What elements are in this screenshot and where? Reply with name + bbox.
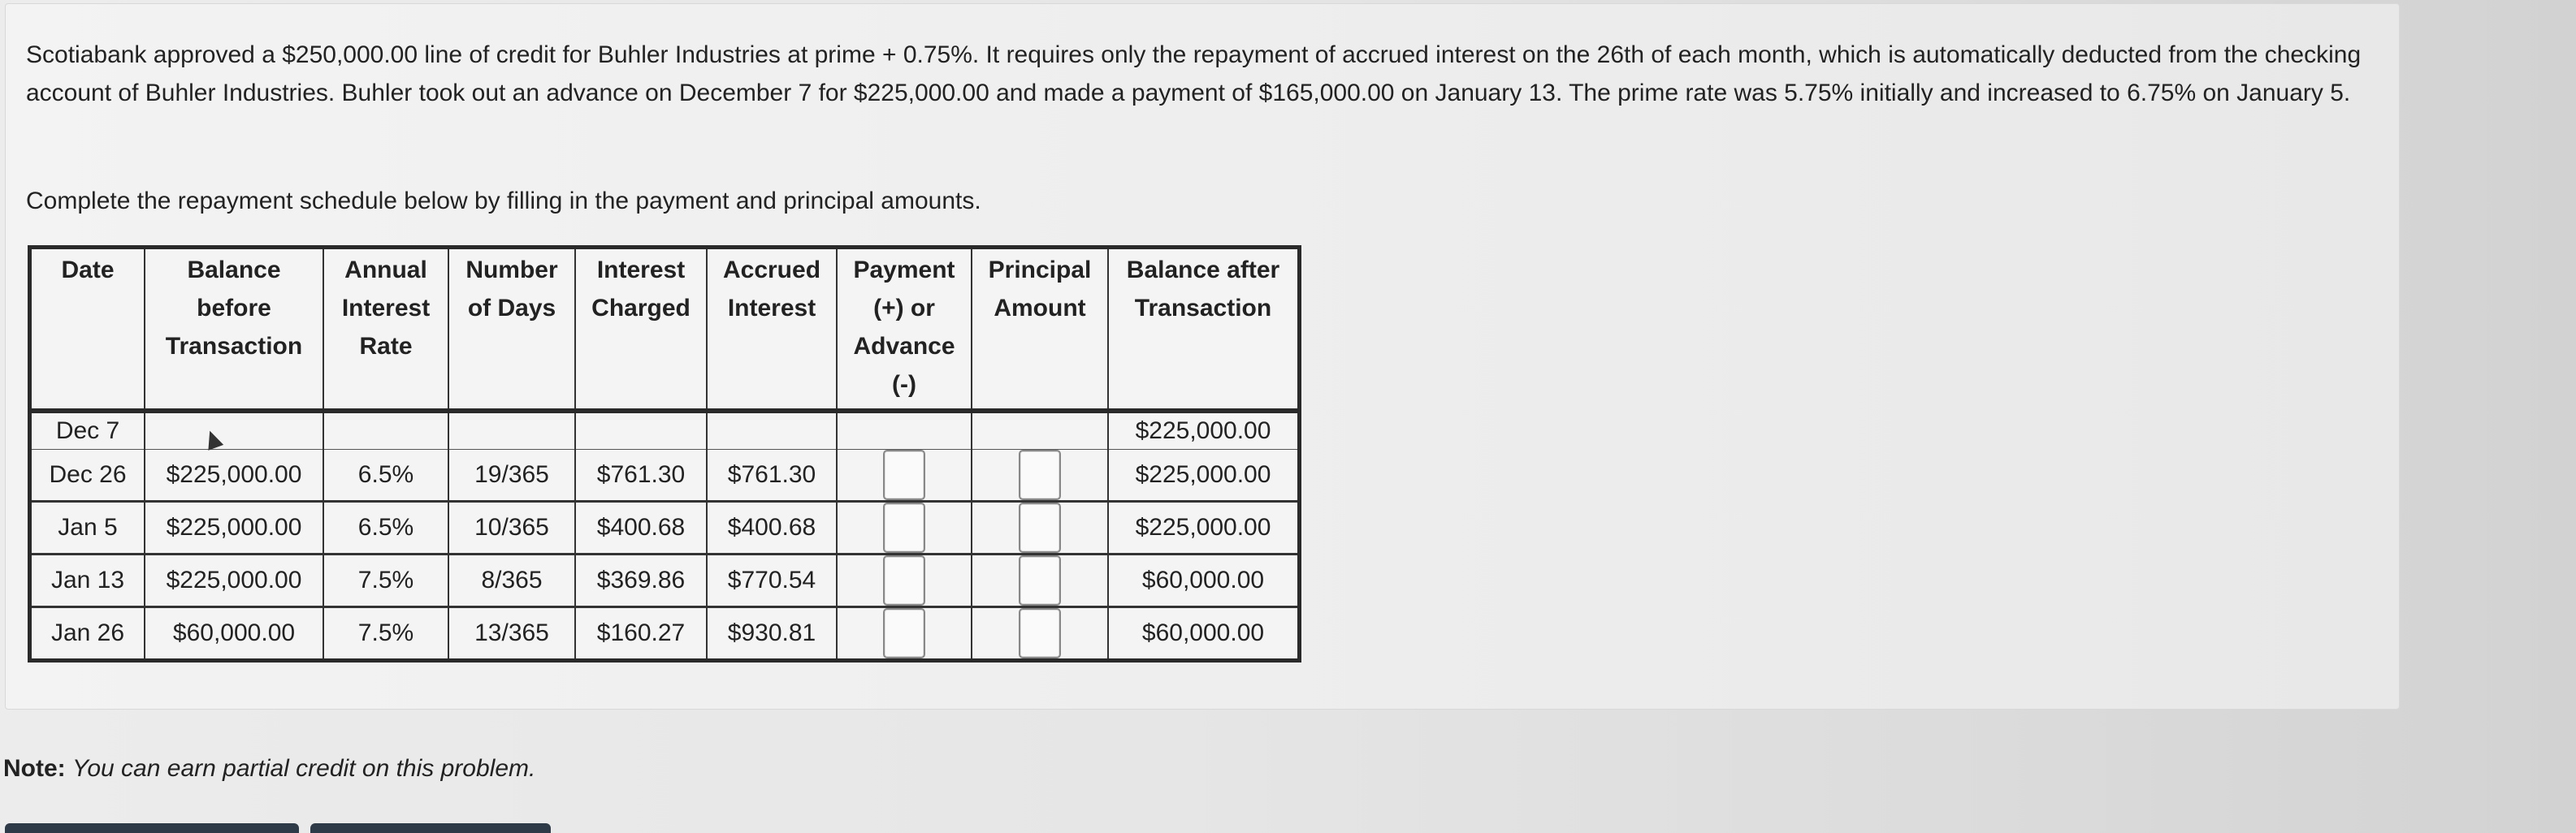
cell-principal [972, 502, 1108, 555]
cell-days: 10/365 [448, 502, 575, 555]
header-days: Number of Days [448, 248, 575, 412]
cell-accrued: $770.54 [707, 555, 837, 607]
cell-payment [837, 502, 972, 555]
header-annual-rate: Annual Interest Rate [323, 248, 448, 412]
note-text: You can earn partial credit on this problem. [72, 755, 536, 782]
table-row [30, 555, 1300, 607]
header-balance-before: Balance before Transaction [145, 248, 323, 412]
header-payment: Payment (+) or Advance (-) [837, 248, 972, 412]
cell-balance-after: $225,000.00 [1108, 411, 1300, 450]
cell-balance-after: $225,000.00 [1108, 502, 1300, 555]
cell-interest: $369.86 [575, 555, 707, 607]
cell-balance-after: $225,000.00 [1108, 450, 1300, 502]
payment-input-jan-13[interactable] [883, 555, 925, 606]
header-interest-charged: Interest Charged [575, 248, 707, 412]
repayment-schedule-table [28, 245, 1301, 663]
cell-date: Dec 26 [30, 450, 145, 502]
cell-principal [972, 450, 1108, 502]
cell-interest: $761.30 [575, 450, 707, 502]
problem-instruction: Complete the repayment schedule below by filling in the payment and principal amounts. [26, 188, 981, 214]
header-principal: Principal Amount [972, 248, 1108, 412]
cell-date: Jan 13 [30, 555, 145, 607]
cell-accrued: $761.30 [707, 450, 837, 502]
cell-balance-after: $60,000.00 [1108, 555, 1300, 607]
principal-input-dec-26[interactable] [1019, 450, 1061, 500]
principal-input-jan-26[interactable] [1019, 608, 1061, 658]
cell-balance-before: $225,000.00 [145, 450, 323, 502]
principal-input-jan-5[interactable] [1019, 503, 1061, 553]
cell-days [448, 411, 575, 450]
cell-interest: $400.68 [575, 502, 707, 555]
cell-rate: 7.5% [323, 607, 448, 661]
cell-balance-before [145, 411, 323, 450]
cell-date: Dec 7 [30, 411, 145, 450]
partial-credit-note [3, 755, 535, 783]
cell-balance-before: $225,000.00 [145, 555, 323, 607]
table-row [30, 502, 1300, 555]
secondary-action-button[interactable] [310, 823, 551, 833]
cell-rate [323, 411, 448, 450]
cell-rate: 6.5% [323, 502, 448, 555]
cell-date: Jan 26 [30, 607, 145, 661]
cell-principal [972, 607, 1108, 661]
cell-interest [575, 411, 707, 450]
table-row [30, 450, 1300, 502]
cell-interest: $160.27 [575, 607, 707, 661]
cell-principal [972, 411, 1108, 450]
submit-answers-button[interactable] [5, 823, 299, 833]
cell-balance-before: $225,000.00 [145, 502, 323, 555]
header-balance-after: Balance after Transaction [1108, 248, 1300, 412]
cell-accrued [707, 411, 837, 450]
header-accrued-interest: Accrued Interest [707, 248, 837, 412]
cell-date: Jan 5 [30, 502, 145, 555]
cell-payment [837, 607, 972, 661]
cell-payment [837, 450, 972, 502]
table-row [30, 607, 1300, 661]
problem-statement: Scotiabank approved a $250,000.00 line of credit for Buhler Industries at prime + 0.75%. It requires only the repayment of accrued interest on the 26th of each month, which is automatically deducted from the checking account of Buhler Industries. Buhler took out an advance on December 7 for $225,000.00 and made a payment of $165,000.00 on January 13. The prime rate was 5.75% initially and increased to 6.75% on January 5. [26, 41, 2362, 106]
cell-balance-after: $60,000.00 [1141, 619, 1265, 646]
cell-days: 13/365 [448, 607, 575, 661]
payment-input-jan-5[interactable] [883, 503, 925, 553]
cell-days: 19/365 [448, 450, 575, 502]
payment-input-dec-26[interactable] [883, 450, 925, 500]
cell-rate: 7.5% [323, 555, 448, 607]
cell-accrued: $400.68 [707, 502, 837, 555]
cell-days: 8/365 [448, 555, 575, 607]
header-date: Date [30, 248, 145, 412]
payment-input-jan-26[interactable] [883, 608, 925, 658]
table-header-row [30, 248, 1300, 412]
cell-principal [972, 555, 1108, 607]
cell-rate: 6.5% [323, 450, 448, 502]
cell-payment [837, 411, 972, 450]
cell-balance-before: $60,000.00 [145, 607, 323, 661]
note-label: Note: [3, 755, 66, 782]
principal-input-jan-13[interactable] [1019, 555, 1061, 606]
cell-payment [837, 555, 972, 607]
cell-accrued: $930.81 [707, 607, 837, 661]
